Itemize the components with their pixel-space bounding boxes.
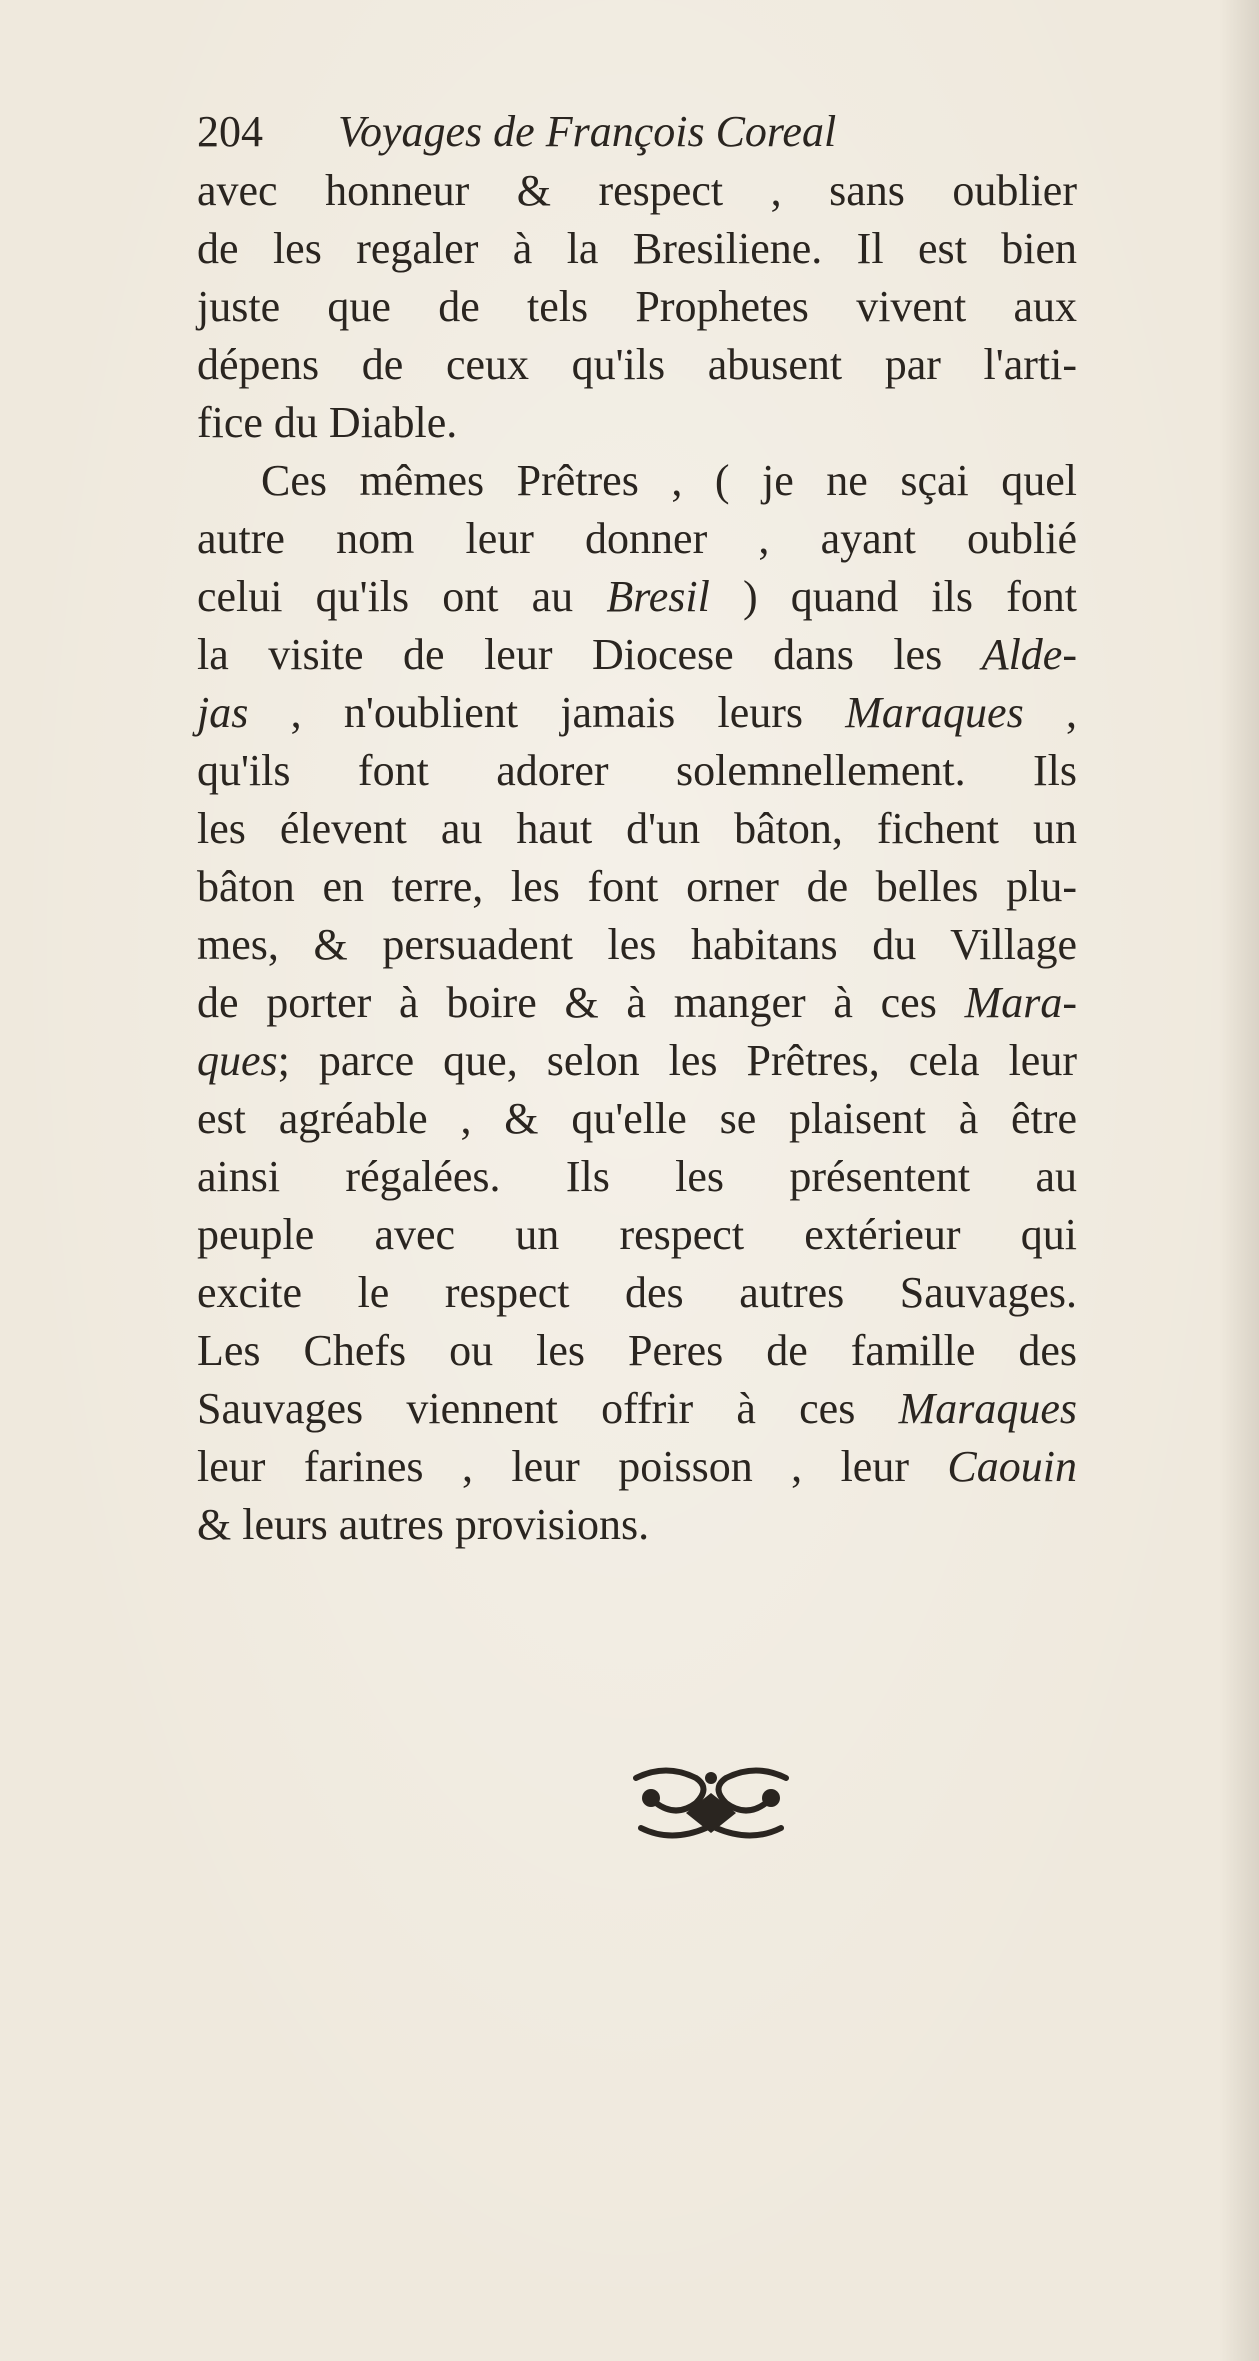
text-run: leur farines , leur poisson , leur — [197, 1442, 948, 1491]
text-line: est agréable , & qu'elle se plaisent à être — [197, 1094, 1077, 1143]
text-run: celui qu'ils ont au — [197, 572, 607, 621]
italic-term: jas — [197, 688, 249, 737]
text-line — [197, 1438, 1077, 1496]
text-run: ) quand ils font — [709, 572, 1077, 621]
body-text — [197, 162, 1077, 1554]
text-line: Les Chefs ou les Peres de famille des — [197, 1326, 1077, 1375]
italic-term: Maraques — [898, 1384, 1077, 1433]
text-run: , n'oublient jamais leurs — [248, 688, 846, 737]
running-title: Voyages de François Coreal — [338, 107, 837, 156]
text-line — [197, 974, 1077, 1032]
tailpiece-ornament-icon — [616, 1758, 806, 1848]
text-line: mes, & persuadent les habitans du Village — [197, 920, 1077, 969]
text-line: dépens de ceux qu'ils abusent par l'arti- — [197, 340, 1077, 389]
page-header — [197, 102, 1077, 162]
text-line: excite le respect des autres Sauvages. — [197, 1268, 1077, 1317]
italic-place-name: Bresil — [606, 572, 710, 621]
text-line: bâton en terre, les font orner de belles plu- — [197, 862, 1077, 911]
text-line: & leurs autres provisions. — [197, 1500, 650, 1549]
italic-term: Maraques — [845, 688, 1024, 737]
text-line: peuple avec un respect extérieur qui — [197, 1210, 1077, 1259]
text-line — [197, 568, 1077, 626]
text-line: juste que de tels Prophetes vivent aux — [197, 282, 1077, 331]
text-run: Sauvages viennent offrir à ces — [197, 1384, 899, 1433]
text-line: les élevent au haut d'un bâton, fichent un — [197, 804, 1077, 853]
italic-term: Alde- — [981, 630, 1077, 679]
text-line: ainsi régalées. Ils les présentent au — [197, 1152, 1077, 1201]
text-line: autre nom leur donner , ayant oublié — [197, 514, 1077, 563]
italic-term: ques — [197, 1036, 278, 1085]
page-edge-shadow — [1219, 0, 1259, 2361]
text-line — [197, 684, 1077, 742]
text-line: fice du Diable. — [197, 398, 458, 447]
text-run: la visite de leur Diocese dans les — [197, 630, 982, 679]
text-line: qu'ils font adorer solemnellement. Ils — [197, 746, 1077, 795]
text-line — [197, 1380, 1077, 1438]
text-line: avec honneur & respect , sans oublier — [197, 166, 1077, 215]
text-line — [197, 1032, 1077, 1090]
text-line — [197, 626, 1077, 684]
text-line: Ces mêmes Prêtres , ( je ne sçai quel — [261, 456, 1077, 505]
italic-term: Mara- — [964, 978, 1077, 1027]
page-number: 204 — [197, 107, 263, 156]
text-run: , — [1023, 688, 1077, 737]
text-run: de porter à boire & à manger à ces — [197, 978, 965, 1027]
text-run: ; parce que, selon les Prêtres, cela leur — [277, 1036, 1077, 1085]
text-line: de les regaler à la Bresiliene. Il est bien — [197, 224, 1077, 273]
italic-term: Caouin — [947, 1442, 1077, 1491]
